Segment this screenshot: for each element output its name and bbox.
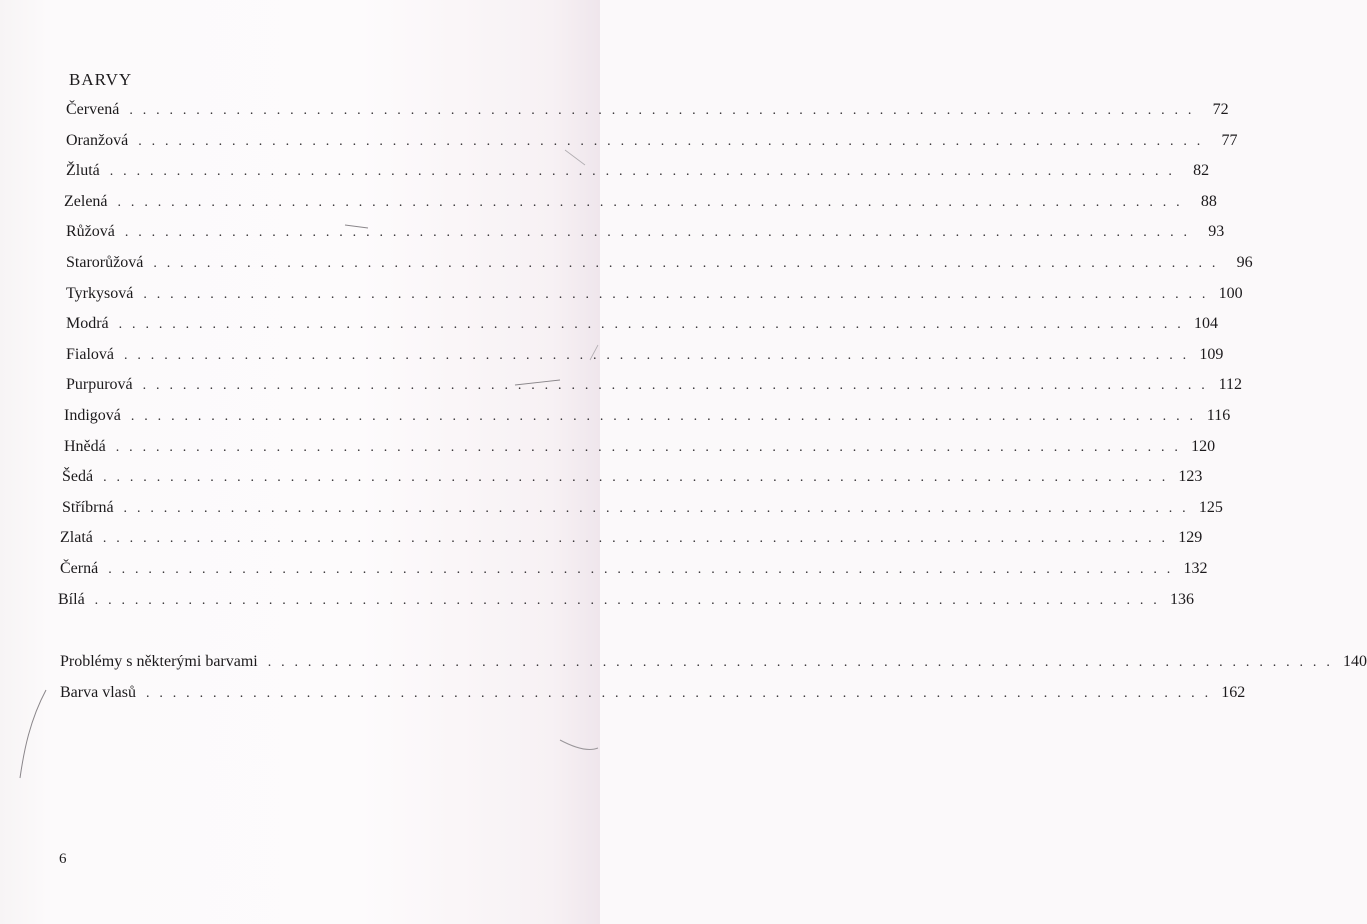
toc-entry-page: 116 [1206,407,1231,424]
toc-entry-label: Černá [60,560,99,577]
toc-entry-page: 162 [1221,684,1246,701]
toc-entry [66,376,1242,400]
toc-entry-page: 129 [1178,529,1203,547]
toc-entry-label: Barva vlasů [60,684,136,701]
toc-entry-page: 77 [1221,131,1238,149]
dot-leader: . . . . . . . . . . . . . . . . . . . . . . . . . . . . . . . . . . . . . . . . . . . . . . . . . . . . . . . . . . . . . . . . . . . . . . . . . . . . . . . . [108,562,1174,577]
toc-entry [64,192,1217,217]
page-number: 6 [59,851,67,867]
toc-entry [66,315,1218,339]
toc-entry-label: Zlatá [60,529,93,547]
toc-entry-page: 120 [1191,437,1216,455]
dot-leader: . . . . . . . . . . . . . . . . . . . . . . . . . . . . . . . . . . . . . . . . . . . . . . . . . . . . . . . . . . . . . . . . . . . . . . . . . . . . . . . . [138,133,1204,149]
toc-entry [64,407,1231,431]
toc-entry-label: Růžová [66,223,115,241]
section-heading: BARVY [69,70,133,89]
toc-entry-page: 100 [1218,284,1243,302]
dot-leader: . . . . . . . . . . . . . . . . . . . . . . . . . . . . . . . . . . . . . . . . . . . . . . . . . . . . . . . . . . . . . . . . . . . . . . . . . . . . . . . . [117,194,1183,210]
dot-leader: . . . . . . . . . . . . . . . . . . . . . . . . . . . . . . . . . . . . . . . . . . . . . . . . . . . . . . . . . . . . . . . . . . . . . . . . . . . . . . . . [109,164,1176,180]
toc-entry [66,345,1224,370]
dot-leader: . . . . . . . . . . . . . . . . . . . . . . . . . . . . . . . . . . . . . . . . . . . . . . . . . . . . . . . . . . . . . . . . . . . . . . . . . . . . . . . . [267,655,1334,670]
dot-leader: . . . . . . . . . . . . . . . . . . . . . . . . . . . . . . . . . . . . . . . . . . . . . . . . . . . . . . . . . . . . . . . . . . . . . . . . . . . . . . . . [124,347,1190,363]
toc-entry-label: Šedá [62,468,94,486]
dot-leader: . . . . . . . . . . . . . . . . . . . . . . . . . . . . . . . . . . . . . . . . . . . . . . . . . . . . . . . . . . . . . . . . . . . . . . . . . . . . . . . . [143,286,1209,302]
toc-entry-page: 125 [1198,498,1223,516]
toc-entry-label: Purpurová [66,376,133,394]
toc-entry [60,529,1203,553]
toc-entry-page: 112 [1218,376,1242,394]
toc-entry-page: 123 [1178,468,1203,486]
toc-entry [60,653,1367,677]
toc-entry-page: 136 [1169,590,1194,608]
toc-entry-label: Tyrkysová [66,284,134,302]
toc-entry-label: Starorůžová [66,254,144,271]
dot-leader: . . . . . . . . . . . . . . . . . . . . . . . . . . . . . . . . . . . . . . . . . . . . . . . . . . . . . . . . . . . . . . . . . . . . . . . . . . . . . . . . [103,470,1169,486]
toc-entry [62,498,1223,523]
dot-leader: . . . . . . . . . . . . . . . . . . . . . . . . . . . . . . . . . . . . . . . . . . . . . . . . . . . . . . . . . . . . . . . . . . . . . . . . . . . . . . . . [142,378,1208,394]
toc-entry-page: 104 [1193,315,1218,333]
toc-entry [60,560,1208,584]
toc-entry-label: Problémy s některými barvami [60,653,258,670]
toc-entry [66,223,1225,247]
toc-entry [58,590,1194,615]
toc-entry [66,162,1210,186]
toc-entry-label: Indigová [64,407,121,424]
dot-leader: . . . . . . . . . . . . . . . . . . . . . . . . . . . . . . . . . . . . . . . . . . . . . . . . . . . . . . . . . . . . . . . . . . . . . . . . . . . . . . . . [153,256,1219,271]
toc-entry [60,684,1246,708]
toc-entry [64,437,1216,462]
toc-entry-label: Oranžová [66,131,129,149]
toc-entry-label: Hnědá [64,437,106,455]
toc-entry [66,284,1243,309]
dot-leader: . . . . . . . . . . . . . . . . . . . . . . . . . . . . . . . . . . . . . . . . . . . . . . . . . . . . . . . . . . . . . . . . . . . . . . . . . . . . . . . . [115,439,1182,455]
toc-entry-page: 96 [1236,254,1253,271]
dot-leader: . . . . . . . . . . . . . . . . . . . . . . . . . . . . . . . . . . . . . . . . . . . . . . . . . . . . . . . . . . . . . . . . . . . . . . . . . . . . . . . . [130,409,1197,424]
toc-entry-page: 109 [1199,345,1224,363]
toc-entry-label: Modrá [66,315,109,333]
dot-leader: . . . . . . . . . . . . . . . . . . . . . . . . . . . . . . . . . . . . . . . . . . . . . . . . . . . . . . . . . . . . . . . . . . . . . . . . . . . . . . . . [94,592,1160,608]
toc-entry-label: Zelená [64,192,108,210]
toc-entry [66,254,1253,278]
toc-entry-page: 132 [1183,560,1208,577]
dot-leader: . . . . . . . . . . . . . . . . . . . . . . . . . . . . . . . . . . . . . . . . . . . . . . . . . . . . . . . . . . . . . . . . . . . . . . . . . . . . . . . . [145,686,1212,701]
toc-entry-label: Bílá [58,590,85,608]
toc-entry-label: Stříbrná [62,498,114,516]
toc-entry-page: 82 [1193,162,1210,180]
dot-leader: . . . . . . . . . . . . . . . . . . . . . . . . . . . . . . . . . . . . . . . . . . . . . . . . . . . . . . . . . . . . . . . . . . . . . . . . . . . . . . . . [118,317,1184,333]
toc-entry-page: 72 [1212,101,1229,118]
dot-leader: . . . . . . . . . . . . . . . . . . . . . . . . . . . . . . . . . . . . . . . . . . . . . . . . . . . . . . . . . . . . . . . . . . . . . . . . . . . . . . . . [124,225,1191,241]
dot-leader: . . . . . . . . . . . . . . . . . . . . . . . . . . . . . . . . . . . . . . . . . . . . . . . . . . . . . . . . . . . . . . . . . . . . . . . . . . . . . . . . [102,531,1169,547]
toc-entry [62,468,1203,492]
dot-leader: . . . . . . . . . . . . . . . . . . . . . . . . . . . . . . . . . . . . . . . . . . . . . . . . . . . . . . . . . . . . . . . . . . . . . . . . . . . . . . . . [129,103,1195,118]
toc-entry-label: Fialová [66,345,114,363]
toc-entry-page: 88 [1200,192,1217,210]
toc-entry [66,101,1229,125]
toc-entry-page: 140 [1343,653,1367,670]
toc-entry-label: Žlutá [66,162,100,180]
toc-entry-page: 93 [1208,223,1225,241]
dot-leader: . . . . . . . . . . . . . . . . . . . . . . . . . . . . . . . . . . . . . . . . . . . . . . . . . . . . . . . . . . . . . . . . . . . . . . . . . . . . . . . . [123,500,1189,516]
toc-entry [66,131,1238,156]
toc-entry-label: Červená [66,101,120,118]
